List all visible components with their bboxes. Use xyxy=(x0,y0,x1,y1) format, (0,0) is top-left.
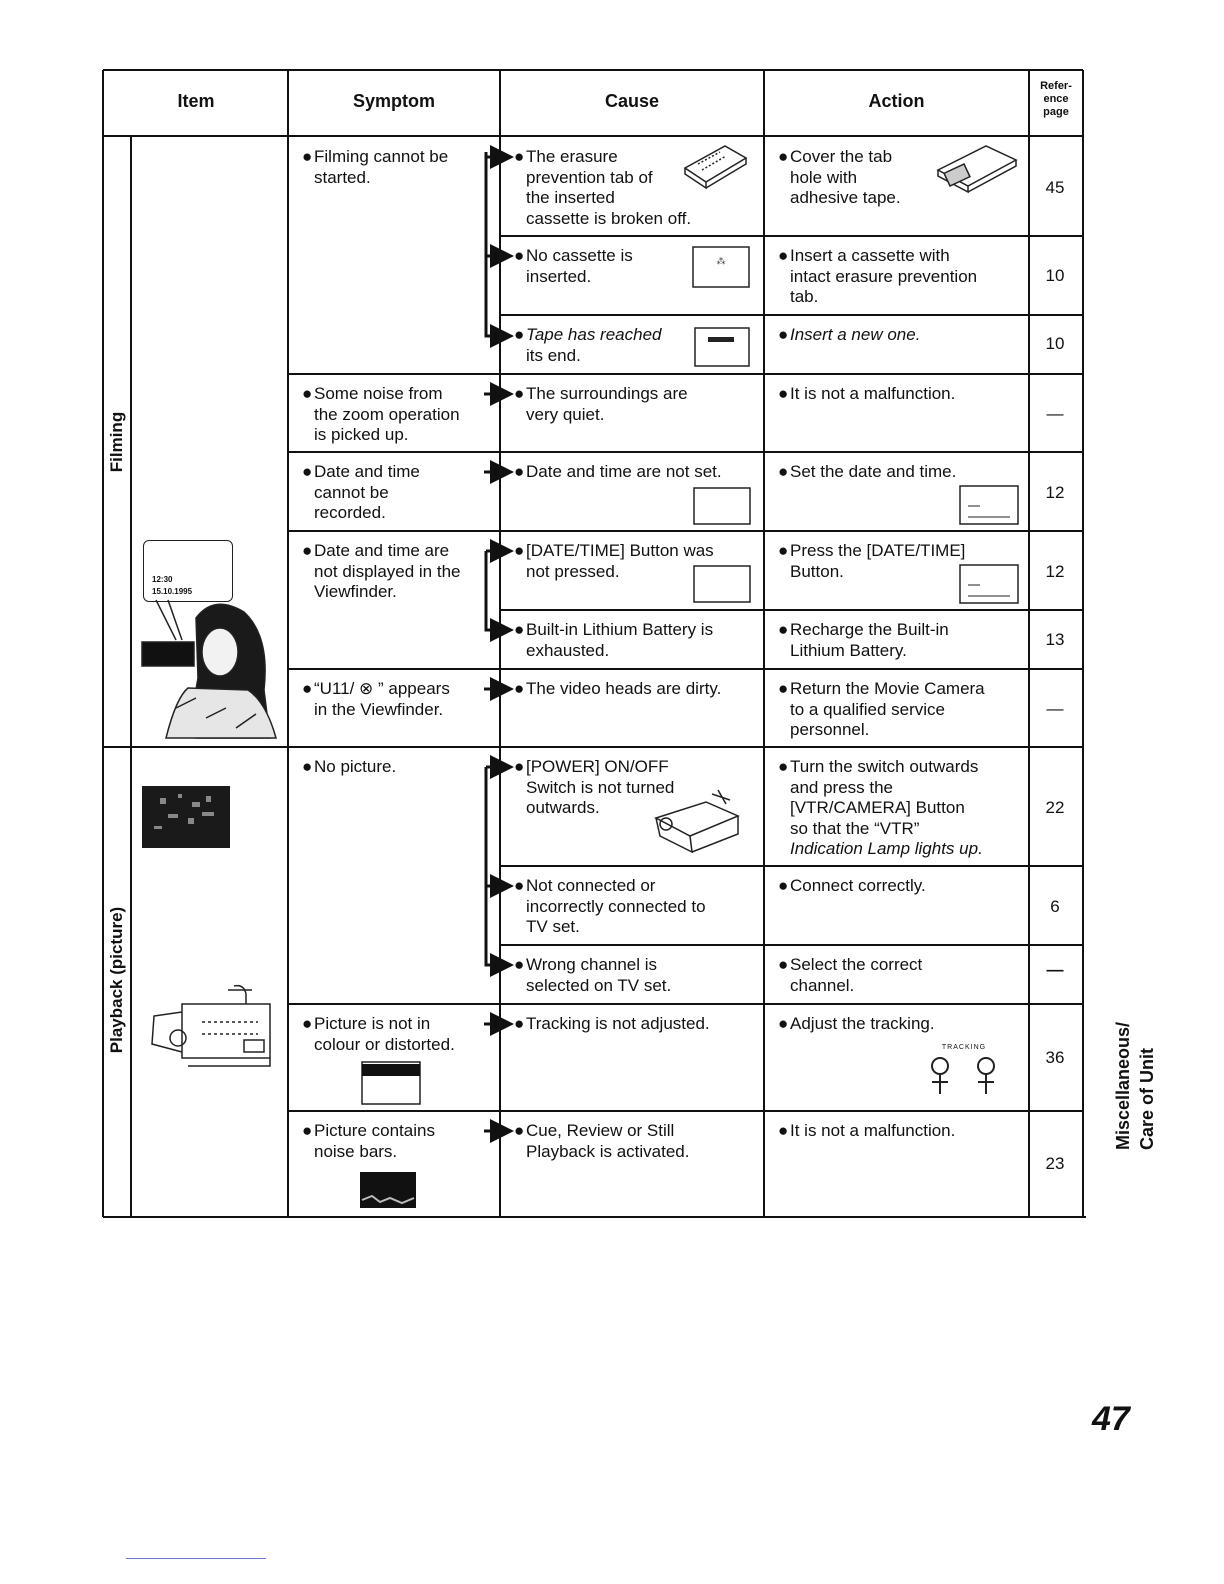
filming-symptom-6: ● Date and time are not displayed in the Viewfinder. xyxy=(302,541,461,601)
header-cause: Cause xyxy=(604,91,660,111)
filming-action-2: ● Insert a cassette with intact erasure prevention tab. xyxy=(778,246,978,306)
filming-ref-6: 12 xyxy=(1045,562,1065,581)
playback-cause-2: ● Not connected or incorrectly connected to TV set. xyxy=(514,876,706,936)
section-label-playback: Playback (picture) xyxy=(107,906,126,1054)
tape-end-icon xyxy=(692,325,752,369)
playback-action-2: ● Connect correctly. xyxy=(778,876,926,895)
filming-action-7: ● Recharge the Built-in Lithium Battery. xyxy=(778,620,949,660)
filming-cause-4: ● The surroundings are very quiet. xyxy=(514,384,688,424)
filming-ref-3: 10 xyxy=(1045,334,1065,353)
playback-cause-1: ● [POWER] ON/OFF Switch is not turned outwards. xyxy=(514,757,675,817)
tv-screen-illustration xyxy=(140,784,232,850)
playback-action-3: ● Select the correct channel. xyxy=(778,955,923,995)
playback-action-5: ● It is not a malfunction. xyxy=(778,1121,956,1140)
filming-ref-8: — xyxy=(1046,699,1064,718)
blank-display-icon xyxy=(692,486,752,526)
header-action: Action xyxy=(868,91,925,111)
person-camera-illustration xyxy=(136,598,286,748)
playback-cause-5: ● Cue, Review or Still Playback is activated. xyxy=(514,1121,690,1161)
filming-cause-6: ● [DATE/TIME] Button was not pressed. xyxy=(514,541,714,581)
filming-ref-4: — xyxy=(1046,404,1064,423)
filming-cause-1: ● The erasure prevention tab of the inserted cassette is broken off. xyxy=(514,147,692,228)
side-tab-label-line-1: Miscellaneous/ xyxy=(1113,1021,1133,1150)
playback-cause-3: ● Wrong channel is selected on TV set. xyxy=(514,955,672,995)
header-symptom: Symptom xyxy=(352,91,435,111)
blank-display-icon-2 xyxy=(692,564,752,604)
svg-text:⁂: ⁂ xyxy=(716,257,726,267)
filming-ref-2: 10 xyxy=(1045,266,1065,285)
distorted-picture-icon xyxy=(360,1060,422,1106)
playback-symptom-4: ● Picture is not in colour or distorted. xyxy=(302,1014,455,1054)
filming-cause-7: ● Built-in Lithium Battery is exhausted. xyxy=(514,620,714,660)
playback-cause-4: ● Tracking is not adjusted. xyxy=(514,1014,710,1033)
section-label-filming: Filming xyxy=(107,411,126,473)
date-display-icon xyxy=(958,484,1020,526)
filming-action-5: ● Set the date and time. xyxy=(778,462,957,481)
tracking-icon: TRACKING xyxy=(924,1044,1004,1100)
filming-symptom-1: ● Filming cannot be started. xyxy=(302,147,449,187)
filming-cause-8: ● The video heads are dirty. xyxy=(514,679,722,698)
playback-ref-3: — xyxy=(1046,960,1064,979)
footer-rule xyxy=(126,1558,266,1559)
playback-action-1: ● Turn the switch outwards and press the [VTR/CAMERA] Button so that the “VTR” Indication Lamp lights up. xyxy=(778,757,983,858)
filming-cause-2: ● No cassette is inserted. xyxy=(514,246,633,286)
tracking-knobs-icon xyxy=(924,1052,1004,1098)
no-cassette-icon xyxy=(690,244,752,288)
cassette-tab-icon xyxy=(680,140,750,190)
header-reference-page: Refer- ence page xyxy=(1040,80,1072,118)
playback-symptom-5: ● Picture contains noise bars. xyxy=(302,1121,435,1161)
header-item: Item xyxy=(177,91,215,111)
playback-symptom-1: ● No picture. xyxy=(302,757,397,776)
filming-cause-3: ● Tape has reached its end. xyxy=(514,325,662,365)
filming-action-6: ● Press the [DATE/TIME] Button. xyxy=(778,541,966,581)
filming-action-1: ● Cover the tab hole with adhesive tape. xyxy=(778,147,901,207)
filming-symptom-8: ● “U11/ ⊗ ” appears in the Viewfinder. xyxy=(302,679,450,719)
noise-bars-icon xyxy=(358,1170,418,1210)
filming-symptom-5: ● Date and time cannot be recorded. xyxy=(302,462,420,522)
playback-ref-4: 36 xyxy=(1045,1048,1065,1067)
filming-action-8: ● Return the Movie Camera to a qualified service personnel. xyxy=(778,679,985,739)
playback-ref-1: 22 xyxy=(1045,798,1065,817)
cassette-taped-icon xyxy=(932,140,1022,196)
page-number: 47 xyxy=(1092,1400,1130,1438)
playback-ref-5: 23 xyxy=(1045,1154,1065,1173)
playback-ref-2: 6 xyxy=(1050,897,1060,916)
filming-action-4: ● It is not a malfunction. xyxy=(778,384,956,403)
filming-action-3: ● Insert a new one. xyxy=(778,325,921,344)
filming-cause-5: ● Date and time are not set. xyxy=(514,462,722,481)
filming-ref-5: 12 xyxy=(1045,483,1065,502)
camera-switch-icon xyxy=(646,788,746,858)
playback-action-4: ● Adjust the tracking. xyxy=(778,1014,935,1033)
viewfinder-callout: 12:30 15.10.1995 xyxy=(143,540,233,602)
side-tab-label-line-2: Care of Unit xyxy=(1137,1047,1157,1150)
filming-ref-1: 45 xyxy=(1045,178,1065,197)
filming-ref-7: 13 xyxy=(1045,630,1065,649)
date-display-icon-2 xyxy=(958,563,1020,605)
camcorder-illustration xyxy=(148,982,278,1092)
filming-symptom-4: ● Some noise from the zoom operation is picked up. xyxy=(302,384,460,444)
